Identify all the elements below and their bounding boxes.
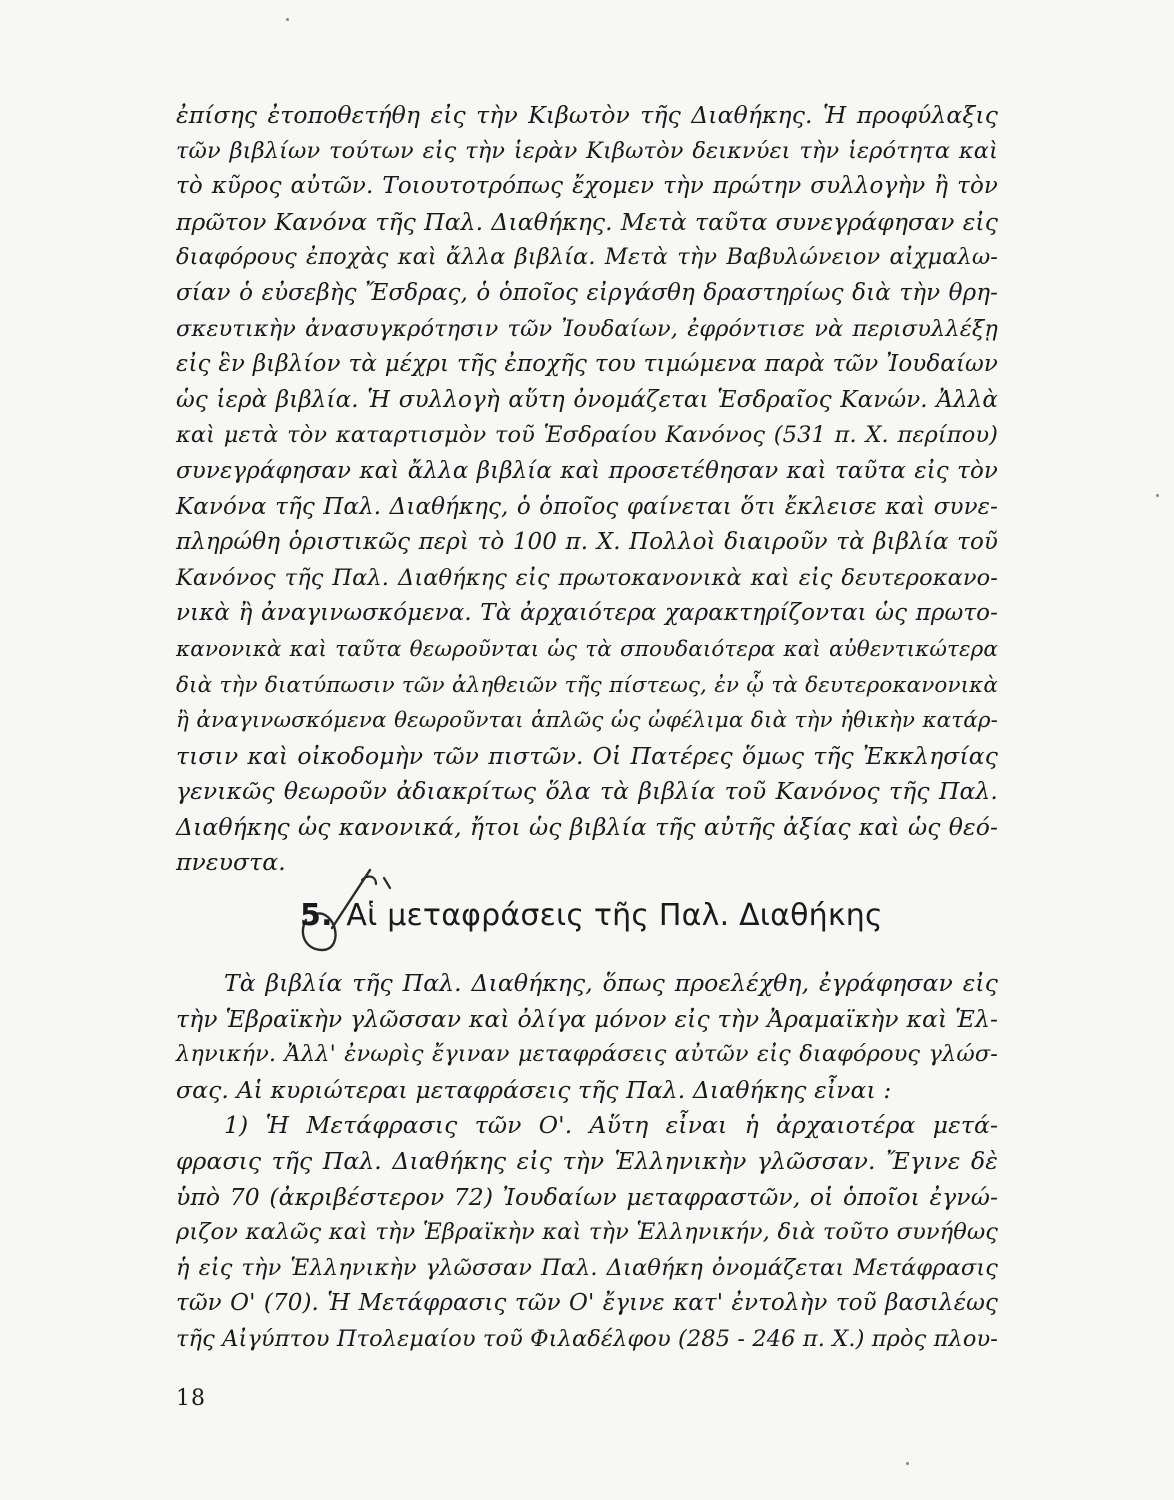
- section-number: 5.: [300, 898, 333, 933]
- text-line: ληνικήν. Ἀλλ' ἐνωρὶς ἔγιναν μεταφράσεις αὐτῶν εἰς διαφόρους γλώσ-: [176, 1041, 998, 1068]
- section-title: Αἱ μεταφράσεις τῆς Παλ. Διαθήκης: [346, 898, 883, 933]
- paper-speck: [1156, 494, 1159, 497]
- text-line: διαφόρους ἐποχὰς καὶ ἄλλα βιβλία. Μετὰ τὴν Βαβυλώνειον αἰχμαλω-: [176, 244, 998, 271]
- paper-speck: [286, 18, 289, 21]
- text-line: τῶν Ο' (70). Ἡ Μετάφρασις τῶν Ο' ἔγινε κατ' ἐντολὴν τοῦ βασιλέως: [176, 1290, 998, 1317]
- text-line: Κανόνα τῆς Παλ. Διαθήκης, ὁ ὁποῖος φαίνεται ὅτι ἔκλεισε καὶ συνε-: [176, 493, 998, 520]
- text-line: σίαν ὁ εὐσεβὴς Ἔσδρας, ὁ ὁποῖος εἰργάσθη δραστηρίως διὰ τὴν θρη-: [176, 279, 998, 306]
- text-line: Τὰ βιβλία τῆς Παλ. Διαθήκης, ὅπως προελέχθη, ἐγράφησαν εἰς: [224, 969, 998, 997]
- text-line: διὰ τὴν διατύπωσιν τῶν ἀληθειῶν τῆς πίστεως, ἐν ᾧ τὰ δευτεροκανονικὰ: [176, 672, 998, 698]
- page-number: 18: [176, 1386, 206, 1411]
- text-line: πνευστα.: [176, 848, 286, 877]
- text-line: Κανόνος τῆς Παλ. Διαθήκης εἰς πρωτοκανονικὰ καὶ εἰς δευτεροκανο-: [176, 564, 998, 591]
- text-line: ἡ εἰς τὴν Ἑλληνικὴν γλῶσσαν Παλ. Διαθήκη ὀνομάζεται Μετάφρασις: [176, 1254, 998, 1281]
- text-line: πρῶτον Κανόνα τῆς Παλ. Διαθήκης. Μετὰ ταῦτα συνεγράφησαν εἰς: [176, 207, 998, 236]
- text-line: ἢ ἀναγινωσκόμενα θεωροῦνται ἁπλῶς ὡς ὠφέλιμα διὰ τὴν ἠθικὴν κατάρ-: [176, 708, 998, 734]
- text-line: τισιν καὶ οἰκοδομὴν τῶν πιστῶν. Οἱ Πατέρες ὅμως τῆς Ἐκκλησίας: [176, 741, 998, 770]
- text-line: ριζον καλῶς καὶ τὴν Ἑβραϊκὴν καὶ τὴν Ἑλληνικήν, διὰ τοῦτο συνήθως: [176, 1219, 998, 1246]
- text-line: νικὰ ἢ ἀναγινωσκόμενα. Τὰ ἀρχαιότερα χαρακτηρίζονται ὡς πρωτο-: [176, 600, 998, 627]
- text-line: Διαθήκης ὡς κανονικά, ἤτοι ὡς βιβλία τῆς αὐτῆς ἀξίας καὶ ὡς θεό-: [176, 812, 998, 841]
- text-line: τῆς Αἰγύπτου Πτολεμαίου τοῦ Φιλαδέλφου (285 - 246 π. Χ.) πρὸς πλου-: [176, 1325, 998, 1352]
- text-line: ὡς ἱερὰ βιβλία. Ἡ συλλογὴ αὕτη ὀνομάζεται Ἑσδραῖος Κανών. Ἀλλὰ: [176, 386, 998, 413]
- text-line: σκευτικὴν ἀνασυγκρότησιν τῶν Ἰουδαίων, ἐφρόντισε νὰ περισυλλέξῃ: [176, 315, 998, 342]
- text-line: κανονικὰ καὶ ταῦτα θεωροῦνται ὡς τὰ σπουδαιότερα καὶ αὐθεντικώτερα: [176, 636, 998, 662]
- text-line: 1) Ἡ Μετάφρασις τῶν Ο'. Αὕτη εἶναι ἡ ἀρχαιοτέρα μετά-: [224, 1111, 998, 1140]
- text-line: ἐπίσης ἐτοποθετήθη εἰς τὴν Κιβωτὸν τῆς Διαθήκης. Ἡ προφύλαξις: [176, 101, 998, 129]
- text-line: τῶν βιβλίων τούτων εἰς τὴν ἱερὰν Κιβωτὸν δεικνύει τὴν ἱερότητα καὶ: [176, 137, 998, 164]
- text-line: εἰς ἓν βιβλίον τὰ μέχρι τῆς ἐποχῆς του τιμώμενα παρὰ τῶν Ἰουδαίων: [176, 351, 998, 378]
- text-line: ὑπὸ 70 (ἀκριβέστερον 72) Ἰουδαίων μεταφραστῶν, οἱ ὁποῖοι ἐγνώ-: [176, 1182, 998, 1211]
- paper-speck: [906, 1462, 909, 1465]
- text-line: συνεγράφησαν καὶ ἄλλα βιβλία καὶ προσετέθησαν καὶ ταῦτα εἰς τὸν: [176, 457, 998, 484]
- text-line: γενικῶς θεωροῦν ἀδιακρίτως ὅλα τὰ βιβλία τοῦ Κανόνος τῆς Παλ.: [176, 777, 998, 806]
- text-line: πληρώθη ὁριστικῶς περὶ τὸ 100 π. Χ. Πολλοὶ διαιροῦν τὰ βιβλία τοῦ: [176, 529, 998, 556]
- text-line: τὴν Ἑβραϊκὴν γλῶσσαν καὶ ὀλίγα μόνον εἰς τὴν Ἀραμαϊκὴν καὶ Ἑλ-: [176, 1004, 998, 1033]
- text-line: σας. Αἱ κυριώτεραι μεταφράσεις τῆς Παλ. Διαθήκης εἶναι :: [176, 1075, 892, 1104]
- top-paragraph: [176, 98, 998, 881]
- text-line: καὶ μετὰ τὸν καταρτισμὸν τοῦ Ἑσδραίου Κανόνος (531 π. Χ. περίπου): [176, 422, 998, 449]
- bottom-paragraph: [176, 966, 998, 1358]
- text-line: τὸ κῦρος αὐτῶν. Τοιουτοτρόπως ἔχομεν τὴν πρώτην συλλογὴν ἢ τὸν: [176, 173, 998, 200]
- text-line: φρασις τῆς Παλ. Διαθήκης εἰς τὴν Ἑλληνικὴν γλῶσσαν. Ἔγινε δὲ: [176, 1146, 998, 1175]
- section-heading: [300, 898, 883, 933]
